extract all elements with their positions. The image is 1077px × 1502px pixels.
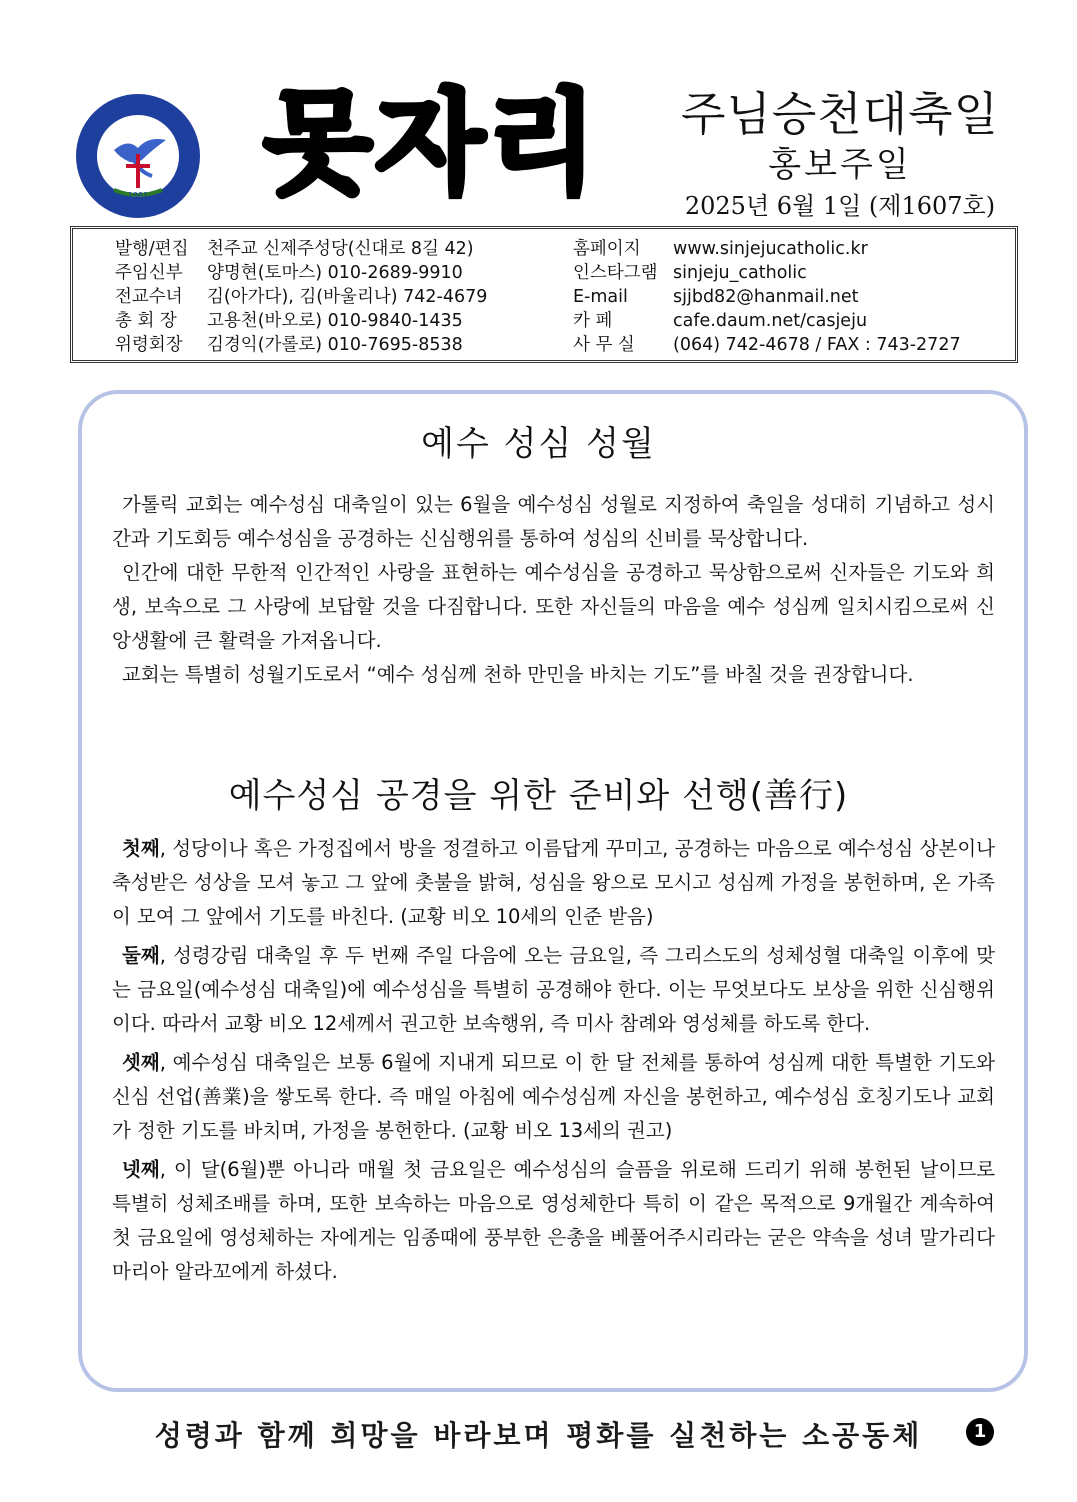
contact-info-box [70, 226, 1018, 363]
article-1-title: 예수 성심 성월 [421, 424, 656, 464]
info-value: 고용천(바오로) 010-9840-1435 [207, 311, 463, 331]
info-key: 총 회 장 [115, 311, 177, 331]
info-row [115, 309, 487, 333]
masthead-text: 못자리 [263, 79, 601, 208]
instagram-handle[interactable]: sinjeju_catholic [673, 263, 807, 283]
info-row [115, 285, 487, 309]
info-row [115, 237, 487, 261]
item-text: , 이 달(6월)뿐 아니라 매월 첫 금요일은 예수성심의 슬픔을 위로해 드리기 위해 봉헌된 날이므로 특별히 성체조배를 하며, 또한 보속하는 마음으로 영성체한다 특히 이 같은 목적으로 9개월간 계속하여 첫 금요일에 영성체하는 자에게는 임종때에 풍부한 은총을 베풀어주시리라는 굳은 약속을 성녀 말가리다 마리아 알라꼬에게 하셨다. [112, 1158, 995, 1283]
article-2-body [112, 832, 995, 1294]
paragraph: 가톨릭 교회는 예수성심 대축일이 있는 6월을 예수성심 성월로 지정하여 축일을 성대히 기념하고 성시간과 기도회등 예수성심을 공경하는 신심행위를 통하여 성심의 신비를 묵상합니다. [112, 493, 995, 550]
paragraph: 교회는 특별히 성월기도로서 “예수 성심께 천하 만민을 바치는 기도”를 바칠 것을 권장합니다. [122, 663, 914, 686]
item-lead: 첫째 [122, 837, 160, 860]
info-value: (064) 742-4678 / FAX : 743-2727 [673, 335, 961, 355]
info-key: 주임신부 [115, 263, 183, 283]
item-text: , 성당이나 혹은 가정집에서 방을 정결하고 이름답게 꾸미고, 공경하는 마음으로 예수성심 상본이나 축성받은 성상을 모셔 놓고 그 앞에 촛불을 밝혀, 성심을 왕으로 모시고 성심께 가정을 봉헌하며, 온 가족이 모여 그 앞에서 기도를 바친다. (교황 비오 10세의 인준 받음) [112, 837, 995, 928]
info-row [573, 261, 961, 285]
info-row [573, 333, 961, 357]
contact-info-right [573, 237, 961, 357]
info-key: 카 페 [573, 311, 613, 331]
svg-text:1981: 1981 [127, 191, 149, 200]
item-lead: 셋째 [122, 1051, 160, 1074]
article-2-title: 예수성심 공경을 위한 준비와 선행(善行) [228, 776, 849, 816]
info-key: 발행/편집 [115, 239, 189, 259]
list-item [112, 832, 995, 934]
email-link[interactable]: sjjbd82@hanmail.net [673, 287, 859, 307]
footer-slogan: 성령과 함께 희망을 바라보며 평화를 실천하는 소공동체 [154, 1419, 923, 1452]
info-key: 사 무 실 [573, 335, 635, 355]
info-value: 양명현(토마스) 010-2689-9910 [207, 263, 463, 283]
info-row [573, 309, 961, 333]
info-value: 김(아가다), 김(바울리나) 742-4679 [207, 287, 488, 307]
page-number: 1 [966, 1418, 994, 1446]
info-key: 인스타그램 [573, 263, 658, 283]
info-key: 위령회장 [115, 335, 183, 355]
issue-date: 2025년 6월 1일 (제1607호) [684, 192, 996, 220]
list-item [112, 939, 995, 1041]
item-lead: 넷째 [122, 1158, 160, 1181]
info-row [573, 237, 961, 261]
masthead-title [212, 78, 652, 208]
paragraph: 인간에 대한 무한적 인간적인 사랑을 표현하는 예수성심을 공경하고 묵상함으로써 신자들은 기도와 희생, 보속으로 그 사랑에 보답할 것을 다짐합니다. 또한 자신들의 마음을 예수 성심께 일치시킴으로써 신앙생활에 큰 활력을 가져옵니다. [112, 561, 995, 652]
list-item [112, 1153, 995, 1289]
feast-title: 주님승천대축일 [680, 87, 1000, 141]
parish-logo [74, 92, 202, 220]
contact-info-left [115, 237, 487, 357]
info-row [115, 261, 487, 285]
info-key: 홈페이지 [573, 239, 641, 259]
info-row [115, 333, 487, 357]
item-text: , 예수성심 대축일은 보통 6월에 지내게 되므로 이 한 달 전체를 통하여 성심께 대한 특별한 기도와 신심 선업(善業)을 쌓도록 한다. 즉 매일 아침에 예수성심께 자신을 봉헌하고, 예수성심 호칭기도나 교회가 정한 기도를 바치며, 가정을 봉헌한다. (교황 비오 13세의 권고) [112, 1051, 995, 1142]
list-item [112, 1046, 995, 1148]
info-value: 김경익(가롤로) 010-7695-8538 [207, 335, 463, 355]
item-text: , 성령강림 대축일 후 두 번째 주일 다음에 오는 금요일, 즉 그리스도의 성체성혈 대축일 이후에 맞는 금요일(예수성심 대축일)에 예수성심을 특별히 공경해야 한다. 이는 무엇보다도 보상을 위한 신심행위이다. 따라서 교황 비오 12세께서 권고한 보속행위, 즉 미사 참례와 영성체를 하도록 한다. [112, 944, 995, 1035]
cafe-link[interactable]: cafe.daum.net/casjeju [673, 311, 868, 331]
info-key: E-mail [573, 287, 628, 307]
item-lead: 둘째 [122, 944, 160, 967]
info-row [573, 285, 961, 309]
week-subtitle: 홍보주일 [768, 145, 912, 185]
article-1-body [112, 488, 995, 692]
homepage-link[interactable]: www.sinjejucatholic.kr [673, 239, 868, 259]
info-value: 천주교 신제주성당(신대로 8길 42) [207, 239, 474, 259]
info-key: 전교수녀 [115, 287, 183, 307]
